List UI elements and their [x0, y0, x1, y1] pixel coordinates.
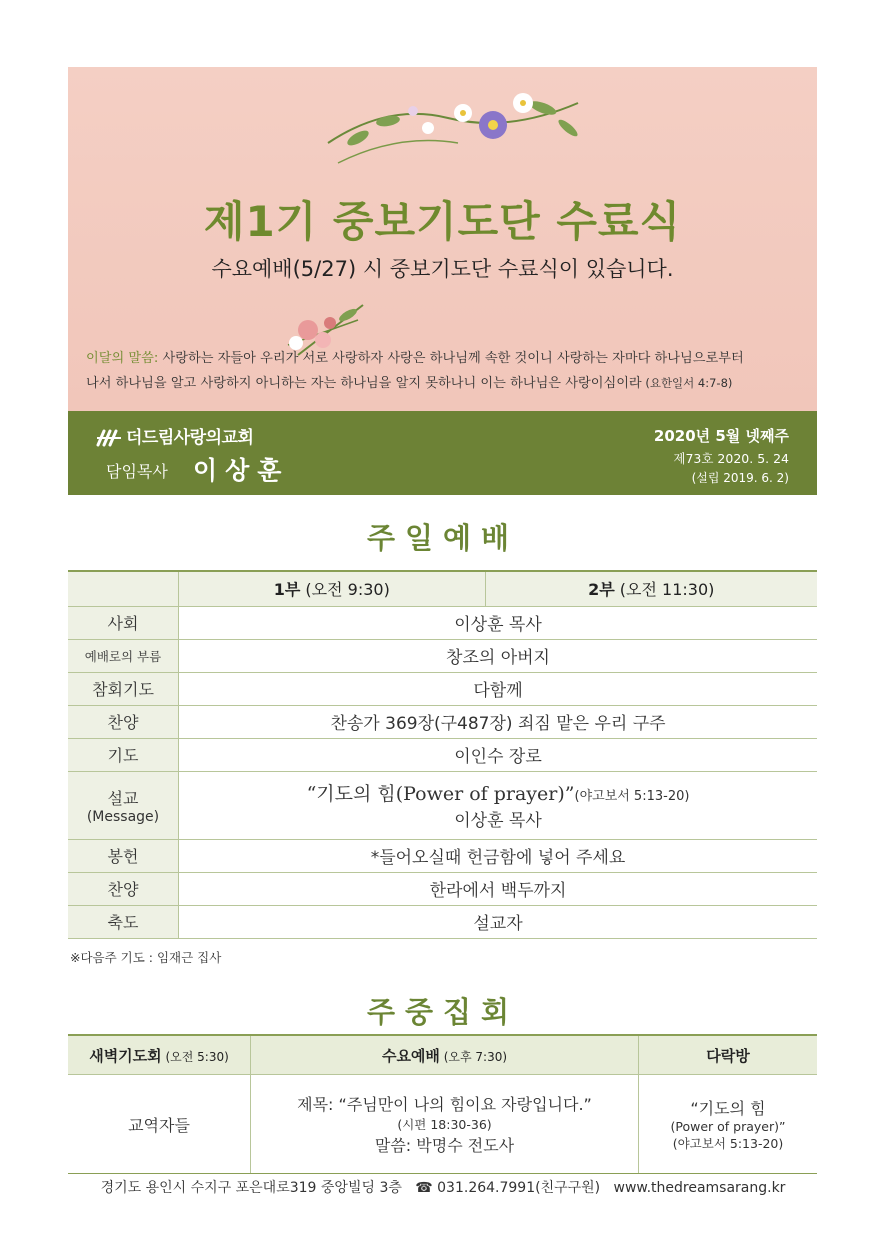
sermon-label-cell [68, 771, 179, 839]
banner-subtitle: 수요예배(5/27) 시 중보기도단 수료식이 있습니다. [211, 257, 674, 281]
bulletin-issue: 제73호 2020. 5. 24 [673, 451, 789, 466]
row-label: 찬양 [68, 872, 179, 905]
row-value: 다함께 [179, 672, 818, 705]
wednesday-service-header [251, 1035, 639, 1075]
row-value: 이인수 장로 [179, 738, 818, 771]
service-1-time: (오전 9:30) [300, 580, 390, 600]
row-value: 창조의 아버지 [179, 639, 818, 672]
row-value: 한라에서 백두까지 [179, 872, 818, 905]
dawn-prayer-time: (오전 5:30) [161, 1049, 229, 1064]
church-address: 경기도 용인시 수지구 포은대로319 중앙빌딩 3층 [100, 1180, 402, 1196]
sermon-row [68, 771, 817, 839]
sermon-title: “기도의 힘(Power of prayer)” [306, 783, 575, 805]
sermon-cell [179, 771, 818, 839]
row-label: 축도 [68, 905, 179, 938]
verse-reference: (요한일서 4:7-8) [641, 376, 733, 390]
church-name [96, 423, 253, 448]
established-date: (설립 2019. 6. 2) [691, 471, 789, 485]
pastor-role: 담임목사 [106, 462, 168, 481]
flower-garland-image [318, 73, 588, 183]
table-row [68, 672, 817, 705]
church-header-bar [68, 411, 817, 495]
church-name-text: 더드림사랑의교회 [126, 428, 254, 448]
next-week-prayer-note: ※다음주 기도 : 임재근 집사 [70, 950, 222, 965]
sunday-worship-table [68, 570, 817, 939]
weekday-gatherings-title: 주중집회 [366, 995, 520, 1029]
bulletin-date: 2020년 5월 넷째주 [653, 427, 789, 445]
service-2-header [485, 571, 817, 606]
row-label: 기도 [68, 738, 179, 771]
sermon-preacher: 이상훈 목사 [454, 811, 542, 831]
cell-group-title-en: (Power of prayer)” [670, 1119, 786, 1134]
empty-header-cell [68, 571, 179, 606]
wednesday-service-label: 수요예배 [381, 1046, 440, 1065]
cell-group-cell [639, 1075, 818, 1174]
wednesday-sermon-reference: (시편 18:30-36) [397, 1117, 492, 1132]
banner [68, 67, 817, 411]
table-row [68, 839, 817, 872]
sermon-reference: (야고보서 5:13-20) [574, 789, 690, 804]
monthly-verse [86, 347, 799, 396]
sunday-worship-title: 주일예배 [366, 521, 520, 555]
table-row [68, 905, 817, 938]
row-label: 사회 [68, 606, 179, 639]
table-row [68, 1075, 817, 1174]
dawn-prayer-header [68, 1035, 251, 1075]
wednesday-service-cell [251, 1075, 639, 1174]
service-2-label: 2부 [588, 580, 615, 600]
table-header-row [68, 571, 817, 606]
cell-group-reference: (야고보서 5:13-20) [672, 1136, 784, 1151]
table-row [68, 639, 817, 672]
row-label: 봉헌 [68, 839, 179, 872]
church-website[interactable]: www.thedreamsarang.kr [613, 1180, 786, 1196]
verse-line-2: 나서 하나님을 알고 사랑하지 아니하는 자는 하나님을 알지 못하나니 이는 하나님은 사랑이심이라 [86, 376, 642, 391]
row-value: *들어오실때 헌금함에 넣어 주세요 [179, 839, 818, 872]
row-label: 찬양 [68, 705, 179, 738]
row-value: 찬송가 369장(구487장) 죄짐 맡은 우리 구주 [179, 705, 818, 738]
wednesday-service-time: (오후 7:30) [439, 1049, 508, 1064]
table-header-row [68, 1035, 817, 1075]
church-phone: 031.264.7991(친구구원) [437, 1180, 601, 1196]
sermon-label: 설교 [107, 788, 139, 808]
pastor-name: 이상훈 [193, 456, 290, 485]
verse-line-1: 사랑하는 자들아 우리가 서로 사랑하자 사랑은 하나님께 속한 것이니 사랑하는 자마다 하나님으로부터 [158, 351, 744, 366]
service-1-label: 1부 [273, 580, 301, 600]
wednesday-sermon-title: 제목: “주님만이 나의 힘이요 자랑입니다.” [297, 1095, 592, 1114]
footer [0, 1177, 886, 1197]
row-label: 예배로의 부름 [68, 639, 179, 672]
table-row [68, 872, 817, 905]
wednesday-speaker: 말씀: 박명수 전도사 [374, 1136, 515, 1155]
row-value: 설교자 [179, 905, 818, 938]
service-2-time: (오전 11:30) [614, 580, 715, 600]
cell-group-header: 다락방 [639, 1035, 818, 1075]
verse-label: 이달의 말씀: [86, 351, 159, 366]
sermon-label-en: (Message) [86, 808, 160, 825]
row-value: 이상훈 목사 [179, 606, 818, 639]
cell-group-title: “기도의 힘 [690, 1099, 766, 1118]
table-row [68, 705, 817, 738]
banner-title: 제1기 중보기도단 수료식 [203, 197, 682, 246]
dawn-prayer-leader: 교역자들 [68, 1075, 251, 1174]
row-label: 참회기도 [68, 672, 179, 705]
church-logo-icon [96, 429, 122, 447]
service-1-header [179, 571, 486, 606]
table-row [68, 606, 817, 639]
table-row [68, 738, 817, 771]
weekday-gatherings-table [68, 1034, 817, 1174]
phone-icon: ☎ [415, 1180, 433, 1196]
dawn-prayer-label: 새벽기도회 [89, 1046, 162, 1065]
